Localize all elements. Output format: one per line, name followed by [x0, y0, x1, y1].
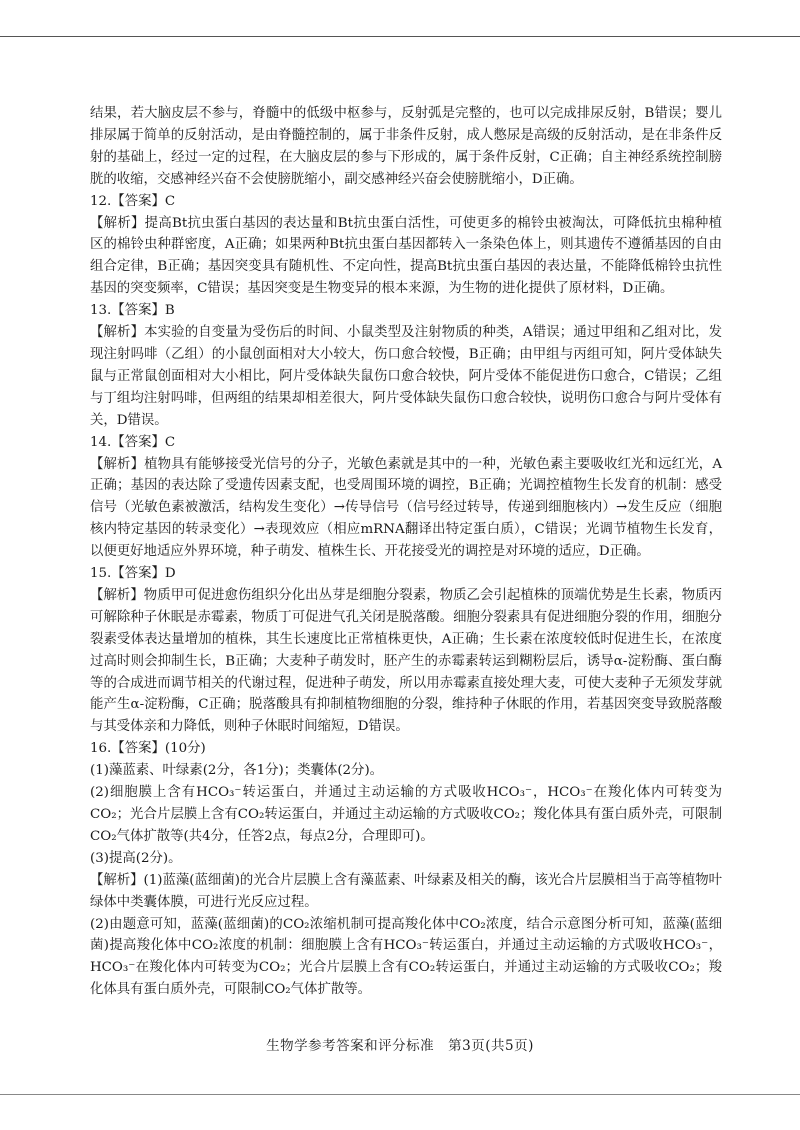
analysis-16-part-2: (2)由题意可知，蓝藻(蓝细菌)的CO₂浓缩机制可提高羧化体中CO₂浓度，结合示意图分析可知，蓝藻(蓝细菌)提高羧化体中CO₂浓度的机制：细胞膜上含有HCO₃⁻转运蛋白，并通过主动运输的方式吸收HCO₃⁻，HCO₃⁻在羧化体内可转变为CO₂；光合片层膜上含有CO₂转运蛋白，并通过主动运输的方式吸收CO₂；羧化体具有蛋白质外壳，可限制CO₂气体扩散等。 [90, 916, 722, 998]
answer-15: 15.【答案】D [90, 566, 176, 582]
answer-12: 12.【答案】C [90, 193, 176, 209]
answer-16-part-3: (3)提高(2分)。 [90, 850, 182, 866]
bottom-rule [0, 1094, 800, 1095]
answer-14: 14.【答案】C [90, 434, 176, 450]
answer-content [90, 103, 722, 1001]
top-rule [0, 36, 800, 37]
answer-13: 13.【答案】B [90, 303, 175, 319]
analysis-13: 【解析】本实验的自变量为受伤后的时间、小鼠类型及注射物质的种类，A错误；通过甲组和乙组对比，发现注射吗啡（乙组）的小鼠创面相对大小较大，伤口愈合较慢，B正确；由甲组与丙组可知，阿片受体缺失鼠与正常鼠创面相对大小相比，阿片受体缺失鼠伤口愈合较快，阿片受体不能促进伤口愈合，C错误；乙组与丁组均注射吗啡，但两组的结果却相差很大，阿片受体缺失鼠伤口愈合较快，说明伤口愈合与阿片受体有关，D错误。 [90, 325, 722, 428]
answer-16-part-2: (2)细胞膜上含有HCO₃⁻转运蛋白，并通过主动运输的方式吸收HCO₃⁻，HCO₃⁻在羧化体内可转变为CO₂；光合片层膜上含有CO₂转运蛋白，并通过主动运输的方式吸收CO₂；羧化体具有蛋白质外壳，可限制CO₂气体扩散等(共4分，任答2点，每点2分，合理即可)。 [90, 785, 722, 844]
answer-16: 16.【答案】(10分) [90, 741, 206, 757]
analysis-14: 【解析】植物具有能够接受光信号的分子，光敏色素就是其中的一种，光敏色素主要吸收红光和远红光，A正确；基因的表达除了受遗传因素支配，也受周围环境的调控，B正确；光调控植物生长发育的机制：感受信号（光敏色素被激活，结构发生变化）→传导信号（信号经过转导，传递到细胞核内）→发生反应（细胞核内特定基因的转录变化）→表现效应（相应mRNA翻译出特定蛋白质），C错误；光调节植物生长发育，以便更好地适应外界环境，种子萌发、植株生长、开花接受光的调控是对环境的适应，D正确。 [90, 456, 722, 560]
answer-16-part-1: (1)藻蓝素、叶绿素(2分，各1分)；类囊体(2分)。 [90, 763, 384, 779]
analysis-12: 【解析】提高Bt抗虫蛋白基因的表达量和Bt抗虫蛋白活性，可使更多的棉铃虫被淘汰，可降低抗虫棉种植区的棉铃虫种群密度，A正确；如果两种Bt抗虫蛋白基因都转入一条染色体上，则其遗传不遵循基因的自由组合定律，B正确；基因突变具有随机性、不定向性，提高Bt抗虫蛋白基因的表达量，不能降低棉铃虫抗性基因的突变频率，C错误；基因突变是生物变异的根本来源，为生物的进化提供了原材料，D正确。 [90, 215, 722, 297]
analysis-15: 【解析】物质甲可促进愈伤组织分化出丛芽是细胞分裂素，物质乙会引起植株的顶端优势是生长素，物质丙可解除种子休眠是赤霉素，物质丁可促进气孔关闭是脱落酸。细胞分裂素具有促进细胞分裂的作用，细胞分裂素受体表达量增加的植株，其生长速度比正常植株更快，A正确；生长素在浓度较低时促进生长，在浓度过高时则会抑制生长，B正确；大麦种子萌发时，胚产生的赤霉素转运到糊粉层后，诱导α-淀粉酶、蛋白酶等的合成进而调节相关的代谢过程，促进种子萌发，所以用赤霉素直接处理大麦，可使大麦种子无须发芽就能产生α-淀粉酶，C正确；脱落酸具有抑制植物细胞的分裂，维持种子休眠的作用，若基因突变导致脱落酸与其受体亲和力降低，则种子休眠时间缩短，D错误。 [90, 587, 722, 735]
analysis-16-part-1: 【解析】(1)蓝藻(蓝细菌)的光合片层膜上含有藻蓝素、叶绿素及相关的酶，该光合片层膜相当于高等植物叶绿体中类囊体膜，可进行光反应过程。 [90, 872, 722, 910]
paragraph-continuation: 结果，若大脑皮层不参与，脊髓中的低级中枢参与，反射弧是完整的，也可以完成排尿反射，B错误；婴儿排尿属于简单的反射活动，是由脊髓控制的，属于非条件反射，成人憋尿是高级的反射活动，是在非条件反射的基础上，经过一定的过程，在大脑皮层的参与下形成的，属于条件反射，C正确；自主神经系统控制膀胱的收缩，交感神经兴奋不会使膀胱缩小，副交感神经兴奋会使膀胱缩小，D正确。 [90, 106, 722, 187]
page-footer: 生物学参考答案和评分标准 第3页(共5页) [266, 1038, 534, 1054]
